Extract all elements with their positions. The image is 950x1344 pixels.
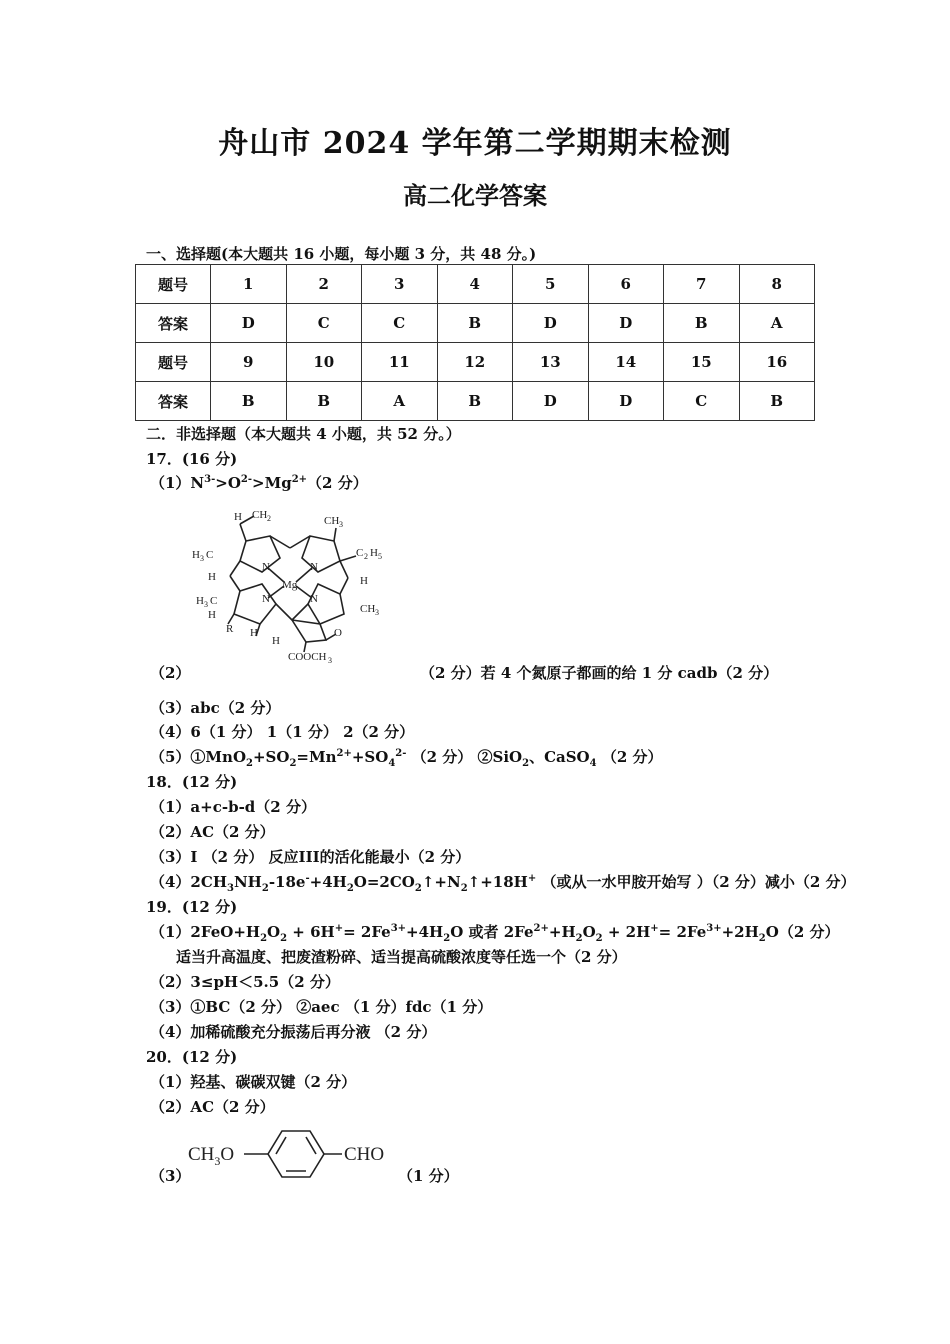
chlorophyll-structure bbox=[188, 506, 398, 666]
row-label: 答案 bbox=[136, 304, 211, 343]
q18-part4: $(4)2CH_3NH_2-18e^-+4H_2O=2CO_2↑+N_2↑+18H^+$ （或从一水甲胺开始写 ）（2 分）减小（2 分） bbox=[150, 873, 856, 894]
svg-text:H: H bbox=[370, 547, 378, 559]
table-cell: C bbox=[286, 304, 362, 343]
q20-part3-label: （3） bbox=[150, 1167, 191, 1185]
q17-heading: 17．(16 分) bbox=[146, 450, 238, 468]
svg-text:2: 2 bbox=[267, 514, 271, 523]
table-cell: D bbox=[588, 382, 664, 421]
table-cell: A bbox=[362, 382, 438, 421]
row-label: 题号 bbox=[136, 265, 211, 304]
table-cell: 15 bbox=[664, 343, 740, 382]
svg-text:N: N bbox=[262, 561, 270, 573]
q17-part2-label: （2） bbox=[150, 664, 191, 682]
svg-text:3: 3 bbox=[204, 600, 208, 609]
table-cell: B bbox=[437, 304, 513, 343]
document-title: 舟山市 2024 学年第二学期期末检测 bbox=[218, 126, 732, 161]
svg-text:H: H bbox=[192, 549, 200, 561]
table-cell: A bbox=[739, 304, 815, 343]
document-subtitle: 高二化学答案 bbox=[403, 181, 547, 210]
table-cell: 10 bbox=[286, 343, 362, 382]
table-cell: 3 bbox=[362, 265, 438, 304]
row-label: 答案 bbox=[136, 382, 211, 421]
svg-text:N: N bbox=[310, 561, 318, 573]
table-row bbox=[136, 304, 815, 343]
q18-part2: （2）AC（2 分） bbox=[150, 823, 275, 841]
methoxybenzaldehyde-structure bbox=[186, 1126, 396, 1182]
section2-heading: 二．非选择题（本大题共 4 小题，共 52 分。） bbox=[146, 425, 461, 443]
svg-text:3: 3 bbox=[339, 520, 343, 529]
q20-heading: 20．(12 分) bbox=[146, 1048, 238, 1066]
table-cell: C bbox=[664, 382, 740, 421]
table-row bbox=[136, 265, 815, 304]
q19-part1-note: 适当升高温度、把废渣粉碎、适当提高硫酸浓度等任选一个（2 分） bbox=[176, 948, 627, 966]
table-cell: D bbox=[211, 304, 287, 343]
table-cell: 8 bbox=[739, 265, 815, 304]
q18-part1: （1）a+c-b-d（2 分） bbox=[150, 798, 316, 816]
table-cell: 12 bbox=[437, 343, 513, 382]
svg-text:CH: CH bbox=[252, 509, 268, 521]
table-cell: 7 bbox=[664, 265, 740, 304]
q19-part3: （3）①BC（2 分） ②aec （1 分）fdc（1 分） bbox=[150, 998, 493, 1016]
table-cell: 14 bbox=[588, 343, 664, 382]
table-cell: D bbox=[513, 304, 589, 343]
svg-text:COOCH: COOCH bbox=[288, 651, 327, 663]
table-cell: 4 bbox=[437, 265, 513, 304]
svg-text:R: R bbox=[226, 623, 234, 635]
svg-text:5: 5 bbox=[378, 552, 382, 561]
svg-text:3: 3 bbox=[200, 554, 204, 563]
table-cell: B bbox=[739, 382, 815, 421]
table-cell: 6 bbox=[588, 265, 664, 304]
table-cell: C bbox=[362, 304, 438, 343]
table-cell: 11 bbox=[362, 343, 438, 382]
table-row bbox=[136, 382, 815, 421]
q19-part2: （2）3≤pH＜5.5（2 分） bbox=[150, 973, 340, 991]
table-cell: B bbox=[664, 304, 740, 343]
q18-part3: （3）I （2 分） 反应III的活化能最小（2 分） bbox=[150, 848, 471, 866]
q17-part1: $(1)N^{3-}>O^{2-}>Mg^{2+}(2$ 分） bbox=[150, 474, 368, 492]
svg-text:CH: CH bbox=[360, 603, 376, 615]
svg-text:3: 3 bbox=[328, 656, 332, 665]
q19-heading: 19．(12 分) bbox=[146, 898, 238, 916]
svg-text:H: H bbox=[250, 627, 258, 639]
svg-text:H: H bbox=[234, 511, 242, 523]
svg-text:N: N bbox=[262, 593, 270, 605]
q20-part3-score: （1 分） bbox=[398, 1167, 459, 1185]
methoxy-label: $CH_3O$ bbox=[188, 1144, 235, 1168]
svg-text:C: C bbox=[206, 549, 214, 561]
q19-part1: $(1)2FeO+H_2O_2 + 6H^+= 2Fe^{3+}+4H_2O$ 或者 $2Fe^{2+}+H_2O_2 + 2H^+= 2Fe^{3+}+2H_2O(2$ 分） bbox=[150, 923, 840, 944]
svg-text:H: H bbox=[208, 571, 216, 583]
svg-text:N: N bbox=[310, 593, 318, 605]
section1-heading: 一、选择题(本大题共 16 小题，每小题 3 分，共 48 分。) bbox=[146, 245, 537, 263]
table-cell: B bbox=[437, 382, 513, 421]
q20-part2: （2）AC（2 分） bbox=[150, 1098, 275, 1116]
table-cell: B bbox=[211, 382, 287, 421]
table-cell: 16 bbox=[739, 343, 815, 382]
q17-part3: （3）abc（2 分） bbox=[150, 699, 281, 717]
table-cell: 2 bbox=[286, 265, 362, 304]
q17-part2-text: （2 分）若 4 个氮原子都画的给 1 分 cadb（2 分） bbox=[420, 664, 779, 682]
row-label: 题号 bbox=[136, 343, 211, 382]
table-cell: D bbox=[588, 304, 664, 343]
svg-text:2: 2 bbox=[364, 552, 368, 561]
q17-part5: $(5)①MnO_2+SO_2=Mn^{2+}+SO_4^{2-}$ （2 分） ②SiO$_2$、CaSO$_4$ （2 分） bbox=[150, 748, 663, 769]
table-row bbox=[136, 343, 815, 382]
table-cell: 13 bbox=[513, 343, 589, 382]
svg-text:H: H bbox=[272, 635, 280, 647]
q17-part4: （4）6（1 分） 1（1 分） 2（2 分） bbox=[150, 723, 415, 741]
table-cell: 1 bbox=[211, 265, 287, 304]
svg-text:3: 3 bbox=[375, 608, 379, 617]
aldehyde-label: CHO bbox=[344, 1144, 385, 1165]
q19-part4: （4）加稀硫酸充分振荡后再分液 （2 分） bbox=[150, 1023, 437, 1041]
svg-text:CH: CH bbox=[324, 515, 340, 527]
q20-part1: （1）羟基、碳碳双键（2 分） bbox=[150, 1073, 357, 1091]
table-cell: 5 bbox=[513, 265, 589, 304]
svg-text:O: O bbox=[334, 627, 342, 639]
table-cell: B bbox=[286, 382, 362, 421]
svg-text:Mg: Mg bbox=[282, 579, 298, 591]
svg-text:H: H bbox=[360, 575, 368, 587]
q18-heading: 18．(12 分) bbox=[146, 773, 238, 791]
answer-table bbox=[135, 264, 815, 421]
table-cell: 9 bbox=[211, 343, 287, 382]
svg-text:H: H bbox=[196, 595, 204, 607]
svg-text:H: H bbox=[208, 609, 216, 621]
table-cell: D bbox=[513, 382, 589, 421]
svg-text:C: C bbox=[210, 595, 218, 607]
svg-text:C: C bbox=[356, 547, 364, 559]
